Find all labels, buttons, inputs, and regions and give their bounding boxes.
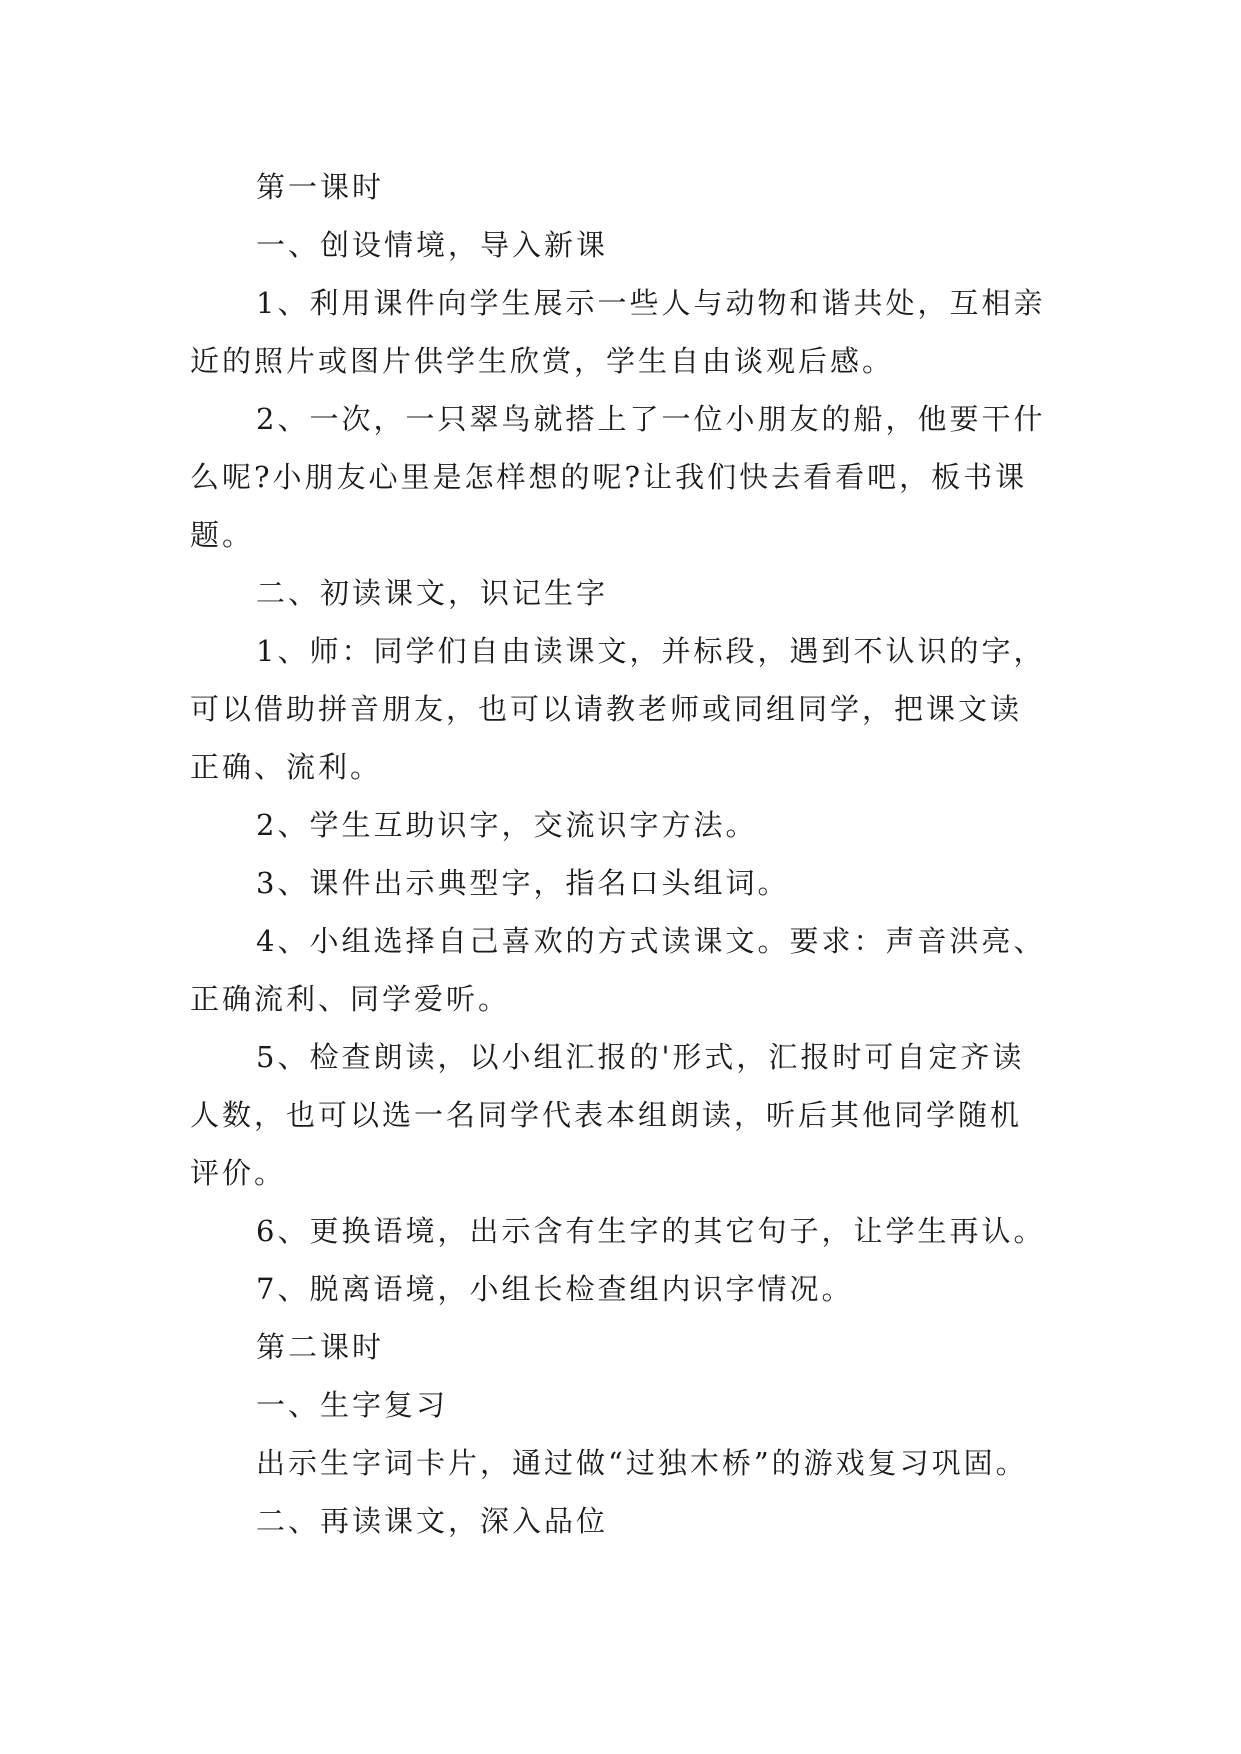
paragraph: 3、课件出示典型字，指名口头组词。 [256, 866, 790, 900]
section-heading: 二、初读课文，识记生字 [256, 576, 609, 610]
paragraph: 1、利用课件向学生展示一些人与动物和谐共处，互相亲近的照片或图片供学生欣赏，学生自由谈观后感。 [190, 286, 1046, 378]
paragraph: 1、师：同学们自由读课文，并标段，遇到不认识的字，可以借助拼音朋友，也可以请教老师或同组同学，把课文读正确、流利。 [190, 634, 1046, 784]
section-heading: 二、再读课文，深入品位 [256, 1504, 609, 1538]
paragraph: 2、一次，一只翠鸟就搭上了一位小朋友的船，他要干什么呢?小朋友心里是怎样想的呢?让我们快去看看吧，板书课题。 [190, 402, 1046, 552]
lesson-heading-1: 第一课时 [256, 170, 385, 204]
lesson-heading-2: 第二课时 [256, 1330, 385, 1364]
section-heading: 一、创设情境，导入新课 [256, 228, 609, 262]
document-body [190, 158, 1050, 1550]
paragraph: 7、脱离语境，小组长检查组内识字情况。 [256, 1272, 854, 1306]
section-heading: 一、生字复习 [256, 1388, 449, 1422]
paragraph: 4、小组选择自己喜欢的方式读课文。要求：声音洪亮、正确流利、同学爱听。 [190, 924, 1046, 1016]
paragraph: 2、学生互助识字，交流识字方法。 [256, 808, 758, 842]
paragraph: 6、更换语境，出示含有生字的其它句子，让学生再认。 [256, 1214, 1046, 1248]
paragraph: 出示生字词卡片，通过做“过独木桥”的游戏复习巩固。 [256, 1446, 1028, 1480]
paragraph: 5、检查朗读，以小组汇报的'形式，汇报时可自定齐读人数，也可以选一名同学代表本组朗读，听后其他同学随机评价。 [190, 1040, 1025, 1190]
